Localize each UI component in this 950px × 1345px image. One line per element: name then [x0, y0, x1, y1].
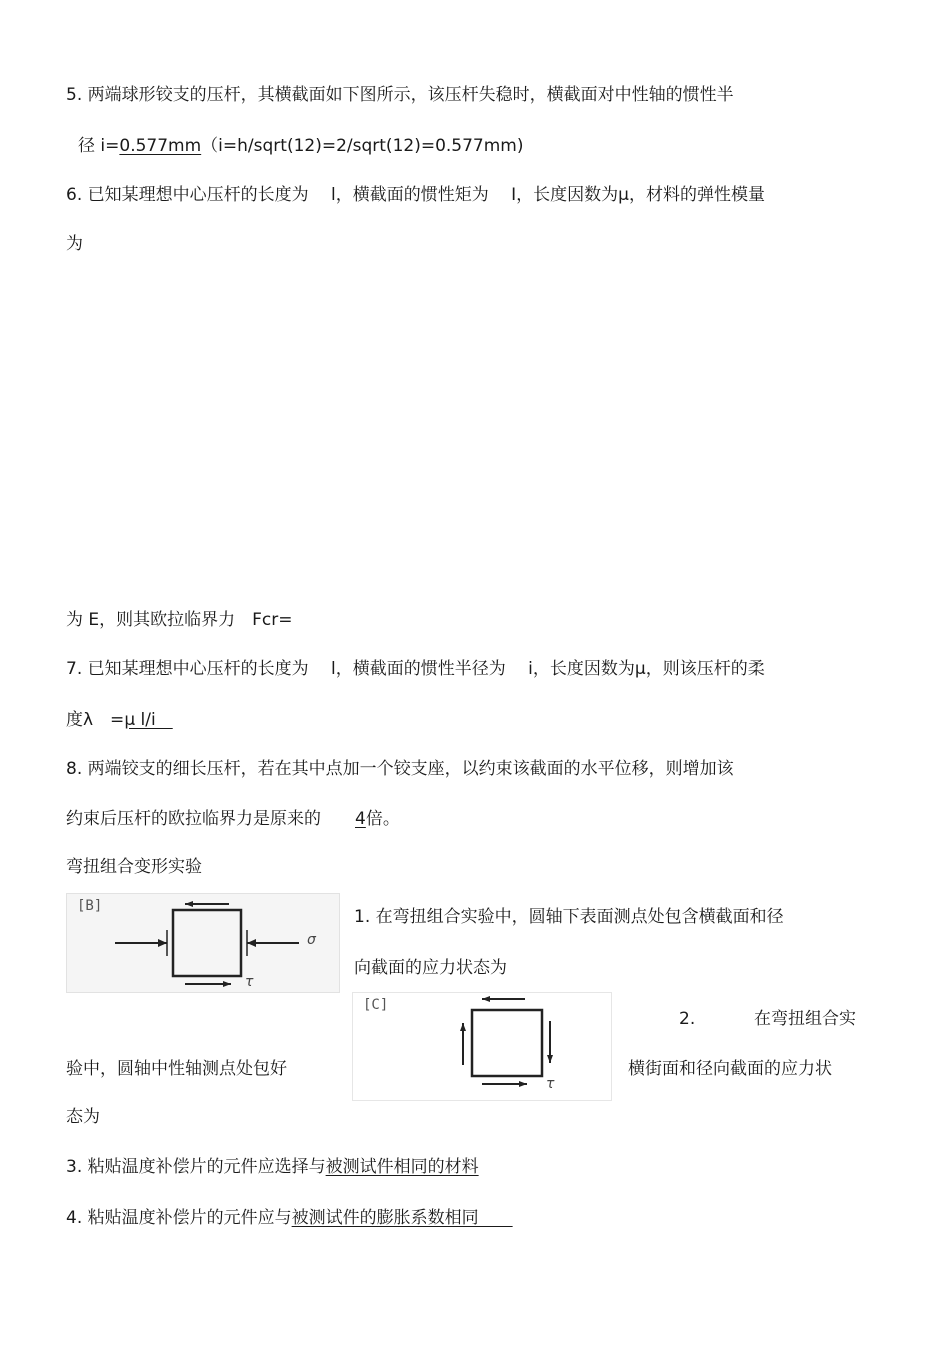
e3-answer: 被测试件相同的材料: [325, 1157, 479, 1177]
e2-left: 验中，圆轴中性轴测点处包好: [66, 1059, 287, 1079]
figure-c: [352, 992, 612, 1101]
q6-line1: 6. 已知某理想中心压杆的长度为 l，横截面的惯性矩为 I，长度因数为μ，材料的弹性模量: [66, 185, 765, 205]
figure-c-diagram: [353, 993, 611, 1100]
q7-answer: μ l/i: [124, 710, 173, 730]
q7-line1: 7. 已知某理想中心压杆的长度为 l，横截面的惯性半径为 i，长度因数为μ，则该压杆的柔: [66, 659, 765, 679]
q6-line3: 为 E，则其欧拉临界力 Fcr=: [66, 610, 293, 630]
tau-label: τ: [546, 1076, 555, 1092]
q8-suffix: 倍。: [365, 809, 400, 829]
e4-prefix: 4. 粘贴温度补偿片的元件应与: [66, 1208, 292, 1228]
e2-tail: 态为: [66, 1107, 100, 1127]
q8-prefix: 约束后压杆的欧拉临界力是原来的: [66, 809, 355, 829]
figure-b: [66, 893, 340, 993]
e4-answer: 被测试件的膨胀系数相同: [291, 1208, 513, 1228]
e1-line2: 向截面的应力状态为: [354, 958, 507, 978]
q8-line1: 8. 两端铰支的细长压杆，若在其中点加一个铰支座，以约束该截面的水平位移，则增加该: [66, 759, 734, 779]
tau-label: τ: [245, 974, 254, 990]
e3-prefix: 3. 粘贴温度补偿片的元件应选择与: [66, 1157, 326, 1177]
e1-line1: 1. 在弯扭组合实验中，圆轴下表面测点处包含横截面和径: [354, 907, 784, 927]
e2-head: 在弯扭组合实: [754, 1009, 856, 1029]
q6-line2: 为: [66, 234, 83, 254]
element-square: [472, 1010, 542, 1076]
q5-note: （i=h/sqrt(12)=2/sqrt(12)=0.577mm): [201, 136, 524, 156]
e2-right: 横街面和径向截面的应力状: [628, 1059, 832, 1079]
section-title: 弯扭组合变形实验: [66, 857, 202, 877]
figure-b-label: [B]: [77, 898, 103, 914]
q5-answer: 0.577mm: [119, 136, 202, 156]
q8-line2: [66, 808, 400, 830]
element-square: [173, 910, 241, 976]
q7-line2: [66, 709, 173, 731]
figure-b-diagram: [67, 894, 339, 992]
e3-line: [66, 1156, 479, 1178]
e2-num: 2.: [679, 1009, 696, 1029]
q7-prefix: 度λ =: [66, 710, 125, 730]
figure-c-label: [C]: [363, 997, 389, 1013]
q5-line2: [78, 135, 524, 157]
q5-prefix: 径 i=: [78, 136, 120, 156]
sigma-label: σ: [307, 932, 316, 948]
q8-answer: 4: [355, 809, 366, 829]
e4-line: [66, 1207, 513, 1229]
q5-line1: 5. 两端球形铰支的压杆，其横截面如下图所示，该压杆失稳时，横截面对中性轴的惯性半: [66, 85, 734, 105]
